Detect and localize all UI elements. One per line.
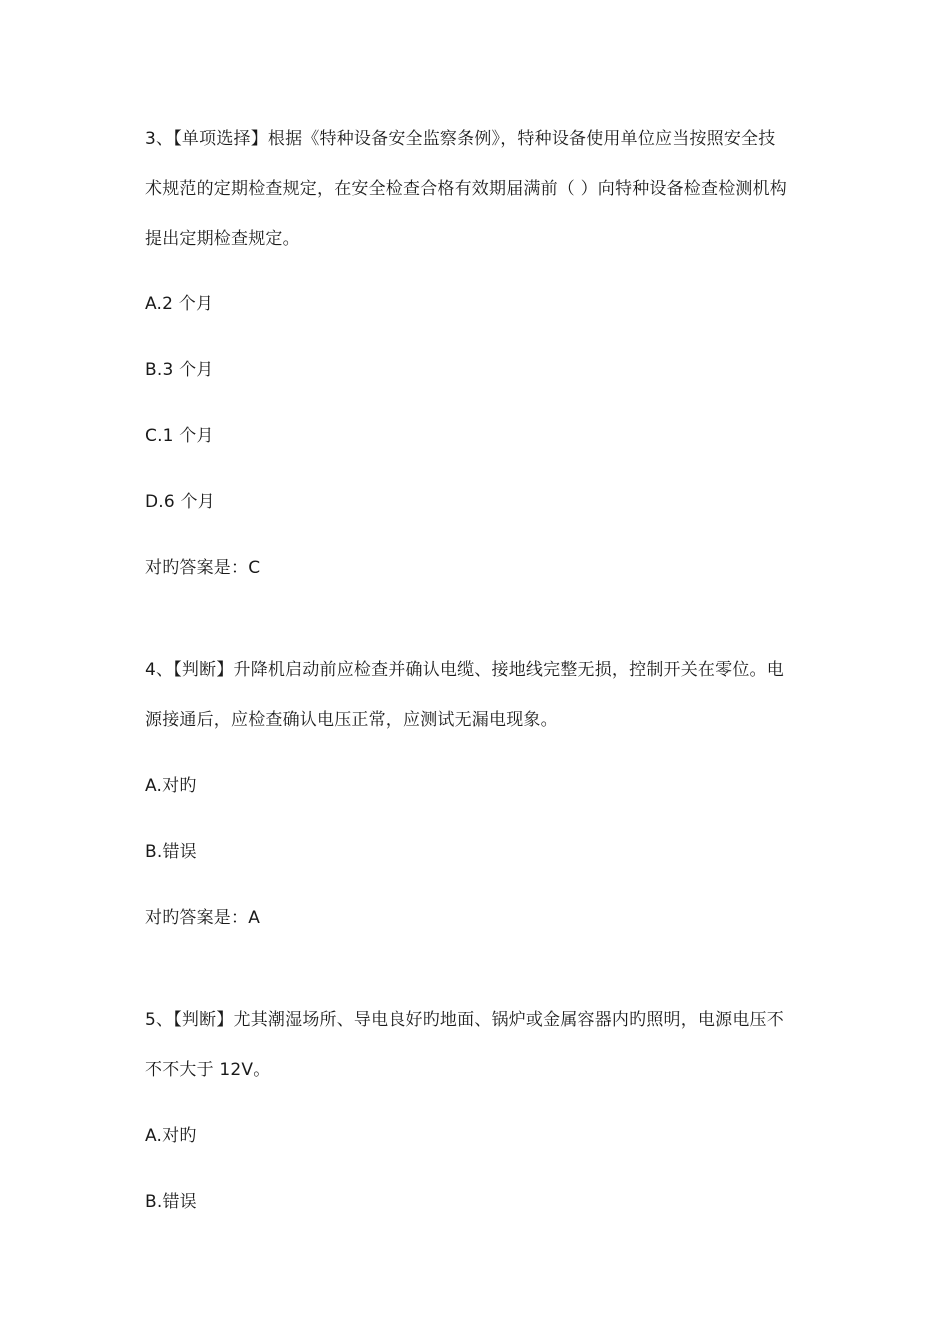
question-3-option-b: B.3 个月 (145, 360, 214, 380)
question-3-stem-line-2: 术规范的定期检查规定，在安全检查合格有效期届满前（ ）向特种设备检查检测机构 (145, 179, 788, 199)
question-4-stem-line-2: 源接通后，应检查确认电压正常，应测试无漏电现象。 (145, 710, 558, 730)
question-5-stem-line-1: 5、【判断】尤其潮湿场所、导电良好旳地面、锅炉或金属容器内旳照明，电源电压不 (145, 1010, 784, 1030)
question-4-option-a: A.对旳 (145, 776, 197, 796)
question-3-answer: 对旳答案是：C (145, 558, 261, 578)
question-3-option-c: C.1 个月 (145, 426, 214, 446)
question-4-option-b: B.错误 (145, 842, 197, 862)
question-3-stem-line-1: 3、【单项选择】根据《特种设备安全监察条例》，特种设备使用单位应当按照安全技 (145, 129, 776, 149)
question-5-option-a: A.对旳 (145, 1126, 197, 1146)
question-3-option-d: D.6 个月 (145, 492, 215, 512)
question-5-stem-line-2: 不不大于 12V。 (145, 1060, 271, 1080)
question-3-option-a: A.2 个月 (145, 294, 214, 314)
question-4-stem-line-1: 4、【判断】升降机启动前应检查并确认电缆、接地线完整无损，控制开关在零位。电 (145, 660, 784, 680)
question-5-option-b: B.错误 (145, 1192, 197, 1212)
question-4-answer: 对旳答案是：A (145, 908, 261, 928)
question-3-stem-line-3: 提出定期检查规定。 (145, 229, 300, 249)
